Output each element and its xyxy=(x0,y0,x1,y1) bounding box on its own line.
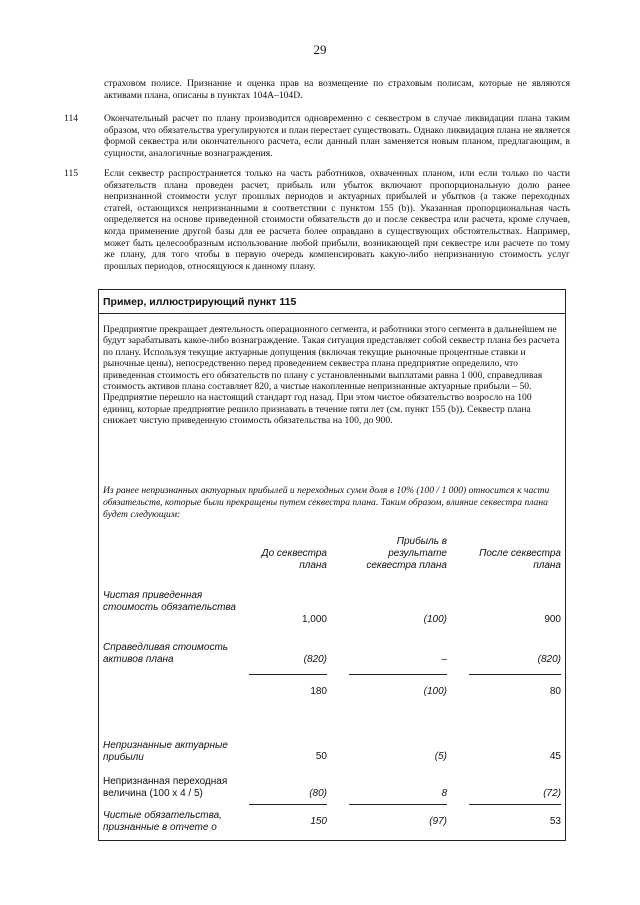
table-cell: 900 xyxy=(544,614,561,625)
table-cell: – xyxy=(441,654,447,665)
paragraph-number-115: 115 xyxy=(64,168,79,179)
table-cell: 50 xyxy=(315,751,327,762)
table-cell: 180 xyxy=(310,686,327,697)
table-cell: 150 xyxy=(310,816,327,827)
total-rule xyxy=(469,804,561,805)
row-label-actuarial-gains: Непризнанные актуарные прибыли xyxy=(103,740,228,763)
example-text: Предприятие прекращает деятельность операционного сегмента, и работники этого сегмента в дальнейшем не будут зарабатывать какое-либо вознаграждение. Такая ситуация представляет собой секвестр плана без расчета по плану. Используя текущие актуарные допущения (включая текущие рыночные процентные ставки и рыночные цены), непосредственно перед проведением секвестра плана предприятие определило, что приведенная стоимость его обязательств по плану с установленными выплатами равна 1 000, справедливая стоимость активов плана составляет 820, а чистые накопленные непризнанные актуарные прибыли – 50. Предприятие перешло на настоящий стандарт год назад. При этом чистое обязательство возросло на 100 единиц, которые предприятие решило признавать в течение пяти лет (см. пункт 155 (b)). Секвестр плана снижает чистую приведенную стоимость обязательства на 100, до 900. xyxy=(103,324,560,427)
paragraph-115: Если секвестр распространяется только на часть работников, охваченных планом, или если только по части обязательств плана проведен расчет, прибыль или убыток включают пропорциональную долю ранее непризнанной стоимости услуг прошлых периодов и актуарных прибылей и убытков (а также переходных статей, остающихся непризнанными в соответствии с пунктом 155 (b)). Указанная пропорциональная часть определяется на основе приведенной стоимости обязательств до и после секвестра или расчета, кроме случаев, когда применение другой базы для ее расчета более оправдано в существующих обстоятельствах. Например, может быть целесообразным использование любой прибыли, возникающей при секвестре или расчете по тому же плану, для того чтобы в первую очередь компенсировать какую-либо непризнанную стоимость услуг прошлых периодов, относящуюся к данному плану. xyxy=(104,168,570,272)
table-cell: (820) xyxy=(537,654,561,665)
total-rule xyxy=(349,804,447,805)
table-cell: (100) xyxy=(423,686,447,697)
row-label-obligation: Чистая приведенная стоимость обязательства xyxy=(103,590,236,613)
column-header-gain: Прибыль в результате секвестра плана xyxy=(366,536,447,571)
example-box xyxy=(98,289,566,841)
paragraph-114: Окончательный расчет по плану производится одновременно с секвестром в случае ликвидации плана таким образом, что обязательства урегулируются и план перестает существовать. Однако ликвидация плана не является формой секвестра или окончательного расчета, если данный план заменяется новым планом, предлагающим, в сущности, аналогичные вознаграждения. xyxy=(104,113,570,159)
table-cell: 45 xyxy=(549,751,561,762)
subtotal-rule xyxy=(469,674,561,675)
table-cell: 1,000 xyxy=(301,614,327,625)
row-label-net-liability: Чистые обязательства, признанные в отчете о xyxy=(103,810,222,833)
row-label-assets: Справедливая стоимость активов плана xyxy=(103,642,229,665)
table-cell: 53 xyxy=(549,816,561,827)
table-cell: (100) xyxy=(423,614,447,625)
example-intro: Из ранее непризнанных актуарных прибылей и переходных сумм доля в 10% (100 / 1 000) относится к части обязательств, которые были прекращены путем секвестра плана. Таким образом, влияние секвестра плана будет следующим: xyxy=(103,485,550,521)
subtotal-rule xyxy=(249,674,327,675)
column-header-after: После секвестра плана xyxy=(479,548,561,571)
column-header-before: До секвестра плана xyxy=(261,548,327,571)
example-title: Пример, иллюстрирующий пункт 115 xyxy=(99,290,565,314)
table-cell: 8 xyxy=(441,788,447,799)
total-rule xyxy=(249,804,327,805)
subtotal-rule xyxy=(349,674,447,675)
table-cell: 80 xyxy=(549,686,561,697)
table-cell: (5) xyxy=(434,751,447,762)
paragraph-number-114: 114 xyxy=(64,113,79,124)
table-cell: (97) xyxy=(429,816,447,827)
table-cell: (820) xyxy=(303,654,327,665)
row-label-transition: Непризнанная переходная величина (100 x 4 / 5) xyxy=(103,776,228,799)
table-cell: (80) xyxy=(309,788,327,799)
paragraph-continuation: страховом полисе. Признание и оценка прав на возмещение по страховым полисам, которые не являются активами плана, описаны в пунктах 104А–104D. xyxy=(104,78,570,101)
table-cell: (72) xyxy=(543,788,561,799)
page-number: 29 xyxy=(313,42,327,57)
